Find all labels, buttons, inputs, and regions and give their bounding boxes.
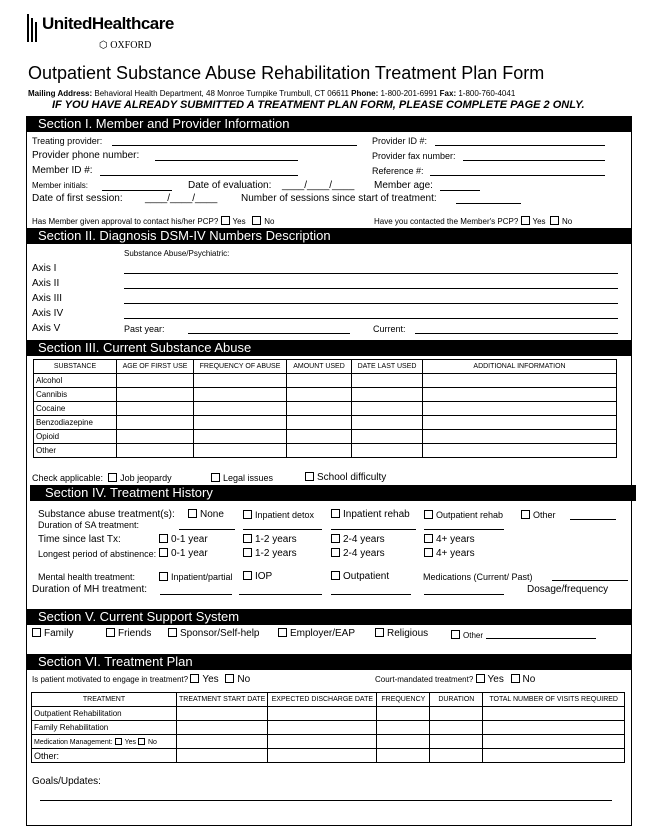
- phone-number: 1-800-201-6991: [380, 89, 438, 98]
- job-jeopardy-label: Job jeopardy: [120, 473, 172, 483]
- court-row: [375, 674, 535, 685]
- axis-3-field[interactable]: [124, 303, 618, 304]
- table-cell[interactable]: [177, 721, 268, 735]
- support-sponsor-checkbox[interactable]: [168, 628, 177, 637]
- sessions-since-field[interactable]: [456, 203, 521, 204]
- tx-2-4-label: 2-4 years: [343, 534, 385, 545]
- current-label: Current:: [373, 324, 406, 334]
- table-row: [34, 402, 617, 416]
- phone-label: Phone:: [351, 89, 379, 98]
- motivated-yes-label: Yes: [202, 674, 219, 685]
- member-id-label: Member ID #:: [32, 165, 93, 176]
- abst-4plus-option: [424, 548, 475, 559]
- pcp-approval-yes-label: Yes: [232, 217, 246, 226]
- support-other-field[interactable]: [486, 638, 596, 639]
- table-cell[interactable]: [423, 430, 617, 444]
- motivated-row: [32, 674, 250, 685]
- col-total-visits: TOTAL NUMBER OF VISITS REQUIRED: [483, 693, 625, 707]
- table-row: [32, 749, 625, 763]
- table-cell[interactable]: [117, 444, 194, 458]
- medications-label: Medications (Current/ Past): [423, 572, 533, 582]
- table-cell[interactable]: [430, 749, 483, 763]
- sa-other-label: Other: [533, 510, 556, 520]
- table-row: [32, 735, 625, 749]
- table-cell[interactable]: [430, 721, 483, 735]
- date-eval-label: Date of evaluation:: [188, 180, 272, 191]
- sa-treatment-label: Substance abuse treatment(s):: [38, 509, 175, 520]
- abst-2-4-label: 2-4 years: [343, 548, 385, 559]
- pcp-approval-yes-checkbox[interactable]: [221, 216, 230, 225]
- sessions-since-label: Number of sessions since start of treatment:: [241, 193, 437, 204]
- mh-duration-label: Duration of MH treatment:: [32, 584, 148, 595]
- mh-outpatient-label: Outpatient: [343, 571, 390, 582]
- row-other: Other: [34, 444, 117, 458]
- support-employer-label: Employer/EAP: [290, 628, 356, 639]
- sa-outpatient-rehab-label: Outpatient rehab: [436, 510, 504, 520]
- med-yes-label: Yes: [124, 738, 136, 746]
- support-religious-checkbox[interactable]: [375, 628, 384, 637]
- row-medication-mgmt: [32, 735, 177, 749]
- mailing-line: [28, 89, 515, 98]
- mh-iop-checkbox[interactable]: [243, 571, 252, 580]
- support-employer-checkbox[interactable]: [278, 628, 287, 637]
- current-field[interactable]: [415, 333, 618, 334]
- court-label: Court-mandated treatment?: [375, 675, 474, 684]
- provider-fax-label: Provider fax number:: [372, 151, 456, 161]
- court-yes-checkbox[interactable]: [476, 674, 485, 683]
- med-no-checkbox[interactable]: [138, 738, 145, 745]
- axis-2-label: Axis II: [32, 278, 60, 289]
- support-other-option: [451, 630, 483, 640]
- abst-2-4-checkbox[interactable]: [331, 548, 340, 557]
- row-cannibis: Cannibis: [34, 388, 117, 402]
- tx-4plus-option: [424, 534, 475, 545]
- sa-detox-checkbox[interactable]: [243, 510, 252, 519]
- diagnosis-subhead: Substance Abuse/Psychiatric:: [124, 249, 230, 258]
- first-session-label: Date of first session:: [32, 193, 123, 204]
- support-friends-label: Friends: [118, 628, 152, 639]
- sa-inpatient-rehab-checkbox[interactable]: [331, 509, 340, 518]
- support-sponsor-label: Sponsor/Self-help: [180, 628, 260, 639]
- provider-id-label: Provider ID #:: [372, 136, 428, 146]
- pcp-contacted-yes-checkbox[interactable]: [521, 216, 530, 225]
- table-cell[interactable]: [268, 735, 377, 749]
- first-session-field[interactable]: ____/____/____: [145, 193, 218, 204]
- pcp-approval-row: [32, 216, 275, 226]
- mh-duration-field-2[interactable]: [239, 594, 322, 595]
- table-row: [32, 707, 625, 721]
- support-employer-option: [278, 628, 355, 639]
- table-cell[interactable]: [352, 402, 423, 416]
- table-cell[interactable]: [483, 707, 625, 721]
- axis-5-label: Axis V: [32, 323, 61, 334]
- sa-detox-option: [243, 510, 314, 520]
- section-3-header: Section III. Current Substance Abuse: [26, 340, 632, 356]
- table-row: [34, 416, 617, 430]
- sa-outpatient-rehab-checkbox[interactable]: [424, 510, 433, 519]
- sa-none-checkbox[interactable]: [188, 509, 197, 518]
- legal-issues-label: Legal issues: [223, 473, 274, 483]
- support-other-label: Other: [463, 631, 484, 640]
- pcp-contacted-no-checkbox[interactable]: [550, 216, 559, 225]
- abst-4plus-label: 4+ years: [436, 548, 475, 559]
- check-applicable-label: Check applicable:: [32, 473, 104, 483]
- mailing-label: Mailing Address:: [28, 89, 93, 98]
- mh-duration-field-3[interactable]: [331, 594, 411, 595]
- table-cell[interactable]: [117, 388, 194, 402]
- sa-duration-field-1[interactable]: [179, 529, 235, 530]
- dosage-label: Dosage/frequency: [527, 584, 609, 595]
- sa-duration-field-2[interactable]: [243, 529, 322, 530]
- mh-treatment-label: Mental health treatment:: [38, 572, 136, 582]
- table-row: [34, 444, 617, 458]
- reference-field[interactable]: [430, 175, 605, 176]
- row-alcohol: Alcohol: [34, 374, 117, 388]
- table-row: [34, 374, 617, 388]
- sa-none-label: None: [200, 509, 224, 520]
- table-cell[interactable]: [287, 388, 352, 402]
- court-yes-label: Yes: [487, 674, 504, 685]
- axis-1-field[interactable]: [124, 273, 618, 274]
- abst-4plus-checkbox[interactable]: [424, 548, 433, 557]
- table-cell[interactable]: [194, 388, 287, 402]
- table-cell[interactable]: [352, 416, 423, 430]
- tx-2-4-checkbox[interactable]: [331, 534, 340, 543]
- table-cell[interactable]: [268, 749, 377, 763]
- table-cell[interactable]: [377, 721, 430, 735]
- abst-0-1-option: [159, 548, 208, 559]
- job-jeopardy-checkbox[interactable]: [108, 473, 117, 482]
- med-yes-checkbox[interactable]: [115, 738, 122, 745]
- row-other-plan: Other:: [32, 749, 177, 763]
- form-title: Outpatient Substance Abuse Rehabilitation Treatment Plan Form: [28, 63, 545, 83]
- table-cell[interactable]: [287, 416, 352, 430]
- reference-label: Reference #:: [372, 166, 424, 176]
- pcp-contacted-label: Have you contacted the Member's PCP?: [374, 217, 519, 226]
- table-row: [34, 388, 617, 402]
- past-year-label: Past year:: [124, 324, 165, 334]
- col-substance: SUBSTANCE: [34, 360, 117, 374]
- table-cell[interactable]: [194, 402, 287, 416]
- table-cell[interactable]: [352, 388, 423, 402]
- motivated-label: Is patient motivated to engage in treatment?: [32, 675, 189, 684]
- sa-duration-label: Duration of SA treatment:: [38, 520, 140, 530]
- legal-issues-checkbox[interactable]: [211, 473, 220, 482]
- abst-1-2-option: [243, 548, 297, 559]
- legal-issues-option: [211, 473, 273, 483]
- mh-iop-label: IOP: [255, 571, 273, 582]
- col-frequency-plan: FREQUENCY: [377, 693, 430, 707]
- table-cell[interactable]: [287, 374, 352, 388]
- substance-table-header: [34, 360, 617, 374]
- member-initials-field[interactable]: [102, 190, 172, 191]
- table-cell[interactable]: [194, 374, 287, 388]
- section-5-header: Section V. Current Support System: [26, 609, 632, 625]
- mh-outpatient-option: [331, 571, 389, 582]
- logo-mark-bar-3: [35, 22, 37, 42]
- mh-inpatient-checkbox[interactable]: [159, 572, 168, 581]
- past-year-field[interactable]: [188, 333, 350, 334]
- row-cocaine: Cocaine: [34, 402, 117, 416]
- motivated-no-label: No: [237, 674, 251, 685]
- provider-phone-label: Provider phone number:: [32, 150, 140, 161]
- motivated-yes-checkbox[interactable]: [190, 674, 199, 683]
- logo-mark-bar-1: [27, 14, 29, 42]
- fax-label: Fax:: [439, 89, 457, 98]
- school-difficulty-checkbox[interactable]: [305, 472, 314, 481]
- tx-1-2-option: [243, 534, 297, 545]
- notice: IF YOU HAVE ALREADY SUBMITTED A TREATMENT PLAN FORM, PLEASE COMPLETE PAGE 2 ONLY.: [52, 99, 585, 111]
- mh-outpatient-checkbox[interactable]: [331, 571, 340, 580]
- treating-provider-field[interactable]: [112, 145, 357, 146]
- col-start-date: TREATMENT START DATE: [177, 693, 268, 707]
- member-initials-label: Member initials:: [32, 181, 89, 190]
- col-additional-info: ADDITIONAL INFORMATION: [423, 360, 617, 374]
- row-opioid: Opioid: [34, 430, 117, 444]
- logo-oxford-text: OXFORD: [110, 40, 152, 51]
- col-age-first-use: AGE OF FIRST USE: [117, 360, 194, 374]
- section-4-header: Section IV. Treatment History: [30, 485, 636, 501]
- tx-4plus-checkbox[interactable]: [424, 534, 433, 543]
- pcp-contacted-yes-label: Yes: [532, 217, 546, 226]
- table-cell[interactable]: [352, 444, 423, 458]
- sa-other-checkbox[interactable]: [521, 510, 530, 519]
- col-discharge-date: EXPECTED DISCHARGE DATE: [268, 693, 377, 707]
- table-cell[interactable]: [377, 749, 430, 763]
- support-friends-checkbox[interactable]: [106, 628, 115, 637]
- axis-4-field[interactable]: [124, 318, 618, 319]
- table-cell[interactable]: [177, 749, 268, 763]
- sa-detox-label: Inpatient detox: [255, 510, 315, 520]
- table-cell[interactable]: [177, 707, 268, 721]
- table-cell[interactable]: [430, 735, 483, 749]
- table-cell[interactable]: [287, 402, 352, 416]
- logo-mark-bar-2: [31, 18, 33, 42]
- member-age-label: Member age:: [374, 180, 433, 191]
- mh-inpatient-option: [159, 572, 233, 582]
- sa-inpatient-rehab-option: [331, 509, 410, 520]
- table-cell[interactable]: [483, 721, 625, 735]
- abst-0-1-checkbox[interactable]: [159, 548, 168, 557]
- abst-0-1-label: 0-1 year: [171, 548, 208, 559]
- section-1-header: Section I. Member and Provider Information: [26, 116, 632, 132]
- table-cell[interactable]: [194, 444, 287, 458]
- abstinence-label: Longest period of abstinence:: [38, 549, 157, 559]
- time-since-label: Time since last Tx:: [38, 534, 121, 545]
- row-outpatient-rehab: Outpatient Rehabilitation: [32, 707, 177, 721]
- tx-2-4-option: [331, 534, 385, 545]
- member-age-field[interactable]: [440, 190, 480, 191]
- col-date-last-used: DATE LAST USED: [352, 360, 423, 374]
- sa-other-option: [521, 510, 556, 520]
- support-family-option: [32, 628, 73, 639]
- table-cell[interactable]: [352, 374, 423, 388]
- court-no-checkbox[interactable]: [511, 674, 520, 683]
- provider-id-field[interactable]: [435, 145, 605, 146]
- date-eval-field[interactable]: ____/____/____: [282, 180, 355, 191]
- med-no-label: No: [147, 738, 157, 746]
- pcp-contacted-no-label: No: [562, 217, 573, 226]
- support-religious-label: Religious: [387, 628, 429, 639]
- tx-0-1-option: [159, 534, 208, 545]
- pcp-approval-no-checkbox[interactable]: [252, 216, 261, 225]
- school-difficulty-label: School difficulty: [317, 472, 387, 483]
- tx-0-1-label: 0-1 year: [171, 534, 208, 545]
- row-family-rehab: Family Rehabilitation: [32, 721, 177, 735]
- medication-mgmt-label: Medication Management:: [34, 738, 113, 746]
- table-cell[interactable]: [483, 749, 625, 763]
- table-cell[interactable]: [117, 374, 194, 388]
- support-sponsor-option: [168, 628, 260, 639]
- mh-duration-field-4[interactable]: [424, 594, 504, 595]
- fax-number: 1-800-760-4041: [458, 89, 516, 98]
- pcp-approval-no-label: No: [264, 217, 275, 226]
- axis-3-label: Axis III: [32, 293, 63, 304]
- col-duration: DURATION: [430, 693, 483, 707]
- table-cell[interactable]: [117, 416, 194, 430]
- tx-1-2-checkbox[interactable]: [243, 534, 252, 543]
- member-id-field[interactable]: [100, 175, 298, 176]
- sa-duration-field-3[interactable]: [331, 529, 416, 530]
- tx-1-2-label: 1-2 years: [255, 534, 297, 545]
- table-cell[interactable]: [194, 416, 287, 430]
- axis-1-label: Axis I: [32, 263, 57, 274]
- table-cell[interactable]: [423, 416, 617, 430]
- table-cell[interactable]: [117, 430, 194, 444]
- table-cell[interactable]: [423, 388, 617, 402]
- col-treatment: TREATMENT: [32, 693, 177, 707]
- axis-4-label: Axis IV: [32, 308, 64, 319]
- pcp-approval-label: Has Member given approval to contact his/her PCP?: [32, 217, 219, 226]
- sa-inpatient-rehab-label: Inpatient rehab: [343, 509, 410, 520]
- check-applicable-row: [32, 473, 172, 483]
- goals-field[interactable]: [40, 800, 612, 801]
- sa-other-field[interactable]: [570, 519, 616, 520]
- table-cell[interactable]: [423, 374, 617, 388]
- table-cell[interactable]: [287, 444, 352, 458]
- table-cell[interactable]: [177, 735, 268, 749]
- school-difficulty-option: [305, 472, 386, 483]
- pcp-contacted-row: [374, 216, 572, 226]
- mh-inpatient-label: Inpatient/partial: [171, 572, 233, 582]
- abst-2-4-option: [331, 548, 385, 559]
- sa-outpatient-rehab-option: [424, 510, 503, 520]
- section-2-header: Section II. Diagnosis DSM-IV Numbers Description: [26, 228, 632, 244]
- table-cell[interactable]: [423, 444, 617, 458]
- mh-duration-field-1[interactable]: [160, 594, 232, 595]
- mailing-address: Behavioral Health Department, 48 Monroe Turnpike Trumbull, CT 06611: [94, 89, 349, 98]
- treatment-plan-header: [32, 693, 625, 707]
- table-cell[interactable]: [423, 402, 617, 416]
- provider-phone-field[interactable]: [155, 160, 298, 161]
- court-no-label: No: [522, 674, 536, 685]
- medications-field[interactable]: [552, 580, 628, 581]
- table-cell[interactable]: [287, 430, 352, 444]
- abst-1-2-label: 1-2 years: [255, 548, 297, 559]
- tx-0-1-checkbox[interactable]: [159, 534, 168, 543]
- table-row: [32, 721, 625, 735]
- support-friends-option: [106, 628, 151, 639]
- sa-none-option: [188, 509, 224, 520]
- table-cell[interactable]: [117, 402, 194, 416]
- goals-label: Goals/Updates:: [32, 776, 101, 787]
- table-cell[interactable]: [268, 721, 377, 735]
- treatment-plan-table: [31, 692, 625, 763]
- axis-2-field[interactable]: [124, 288, 618, 289]
- table-row: [34, 430, 617, 444]
- col-frequency: FREQUENCY OF ABUSE: [194, 360, 287, 374]
- table-cell[interactable]: [352, 430, 423, 444]
- sa-duration-field-4[interactable]: [424, 529, 504, 530]
- section-6-header: Section VI. Treatment Plan: [26, 654, 632, 670]
- table-cell[interactable]: [194, 430, 287, 444]
- substance-table: [33, 359, 617, 458]
- support-religious-option: [375, 628, 428, 639]
- support-other-checkbox[interactable]: [451, 630, 460, 639]
- tx-4plus-label: 4+ years: [436, 534, 475, 545]
- motivated-no-checkbox[interactable]: [225, 674, 234, 683]
- oxford-icon: ⬡: [99, 40, 108, 51]
- table-cell[interactable]: [483, 735, 625, 749]
- row-benzodiazepine: Benzodiazepine: [34, 416, 117, 430]
- support-family-label: Family: [44, 628, 74, 639]
- provider-fax-field[interactable]: [463, 160, 605, 161]
- support-family-checkbox[interactable]: [32, 628, 41, 637]
- logo-oxford: [99, 40, 151, 51]
- mh-iop-option: [243, 571, 272, 582]
- table-cell[interactable]: [377, 707, 430, 721]
- table-cell[interactable]: [377, 735, 430, 749]
- abst-1-2-checkbox[interactable]: [243, 548, 252, 557]
- table-cell[interactable]: [430, 707, 483, 721]
- col-amount: AMOUNT USED: [287, 360, 352, 374]
- treating-provider-label: Treating provider:: [32, 136, 103, 146]
- table-cell[interactable]: [268, 707, 377, 721]
- logo-brand: UnitedHealthcare: [42, 14, 174, 33]
